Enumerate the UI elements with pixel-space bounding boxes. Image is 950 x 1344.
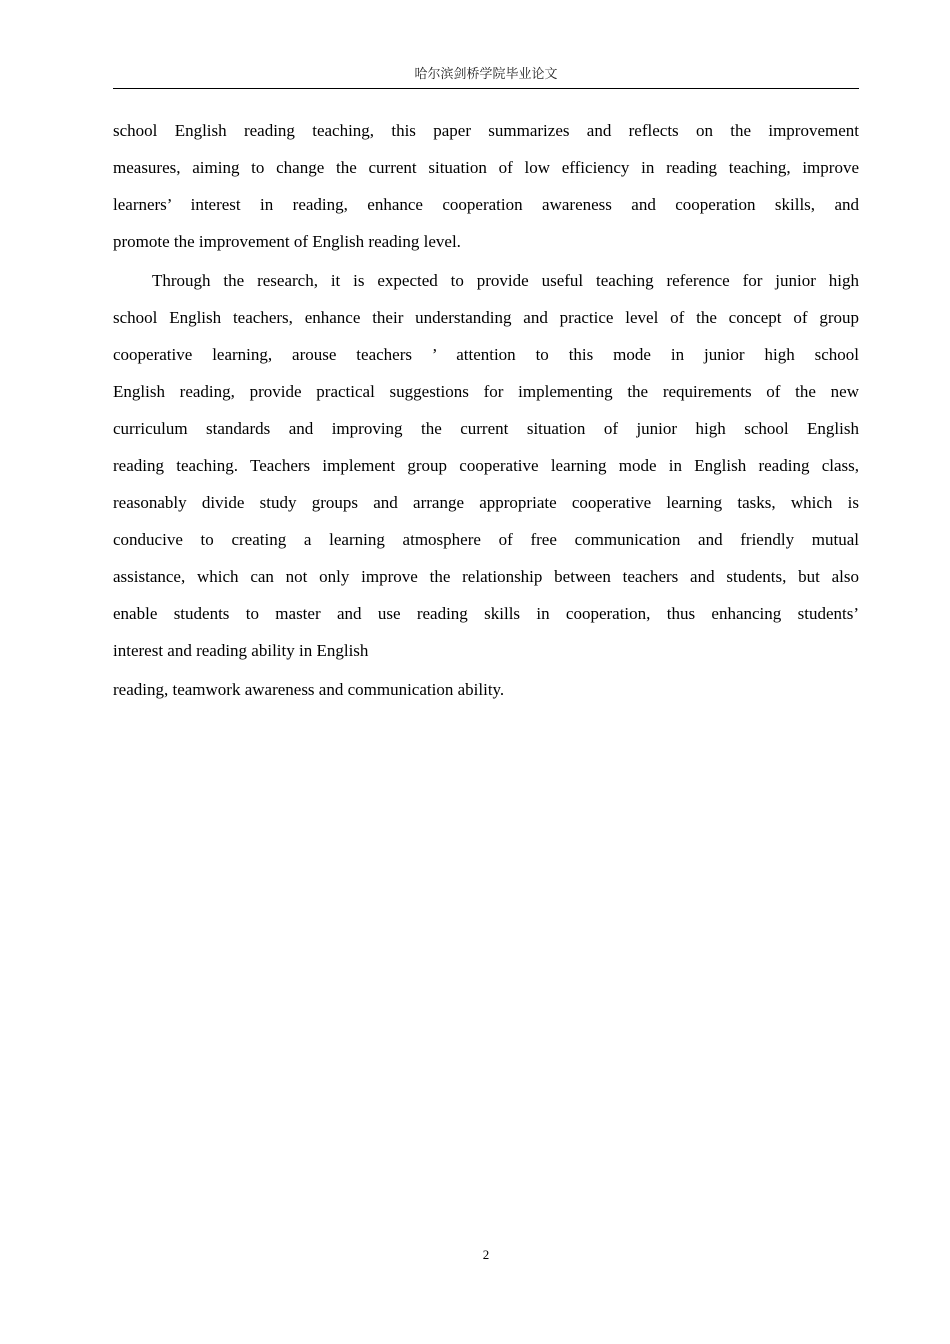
paragraph-2-line: curriculum standards and improving the current situation of junior high school English: [113, 419, 859, 438]
paragraph-2-line: enable students to master and use reading skills in cooperation, thus enhancing students’: [113, 604, 859, 623]
paragraph-3-line: reading, teamwork awareness and communication ability.: [113, 680, 505, 699]
paragraph-1-line: promote the improvement of English reading level.: [113, 232, 461, 251]
paragraph-2-line: school English teachers, enhance their understanding and practice level of the concept of group: [113, 308, 859, 327]
paragraph-1: [113, 112, 859, 260]
paragraph-2-line: English reading, provide practical suggestions for implementing the requirements of the new: [113, 382, 859, 401]
paragraph-2-line: reading teaching. Teachers implement group cooperative learning mode in English reading class,: [113, 456, 859, 475]
paragraph-2-line: Through the research, it is expected to provide useful teaching reference for junior high: [152, 271, 859, 290]
paragraph-2-line: conducive to creating a learning atmosphere of free communication and friendly mutual: [113, 530, 859, 549]
paragraph-2-line: assistance, which can not only improve the relationship between teachers and students, but also: [113, 567, 859, 586]
page-header: 哈尔滨剑桥学院毕业论文: [414, 67, 558, 82]
paragraph-2-line: reasonably divide study groups and arrange appropriate cooperative learning tasks, which is: [113, 493, 859, 512]
paragraph-1-line: school English reading teaching, this paper summarizes and reflects on the improvement: [113, 121, 859, 140]
paragraph-2: [113, 262, 859, 669]
paragraph-2-line: cooperative learning, arouse teachers ’ attention to this mode in junior high school: [113, 345, 859, 364]
header-divider: [113, 88, 859, 89]
paragraph-2-line: interest and reading ability in English: [113, 641, 369, 660]
paragraph-1-line: measures, aiming to change the current situation of low efficiency in reading teaching, improve: [113, 158, 859, 177]
paragraph-1-line: learners’ interest in reading, enhance cooperation awareness and cooperation skills, and: [113, 195, 859, 214]
paragraph-3: [113, 671, 859, 708]
page-number: 2: [482, 1247, 490, 1262]
